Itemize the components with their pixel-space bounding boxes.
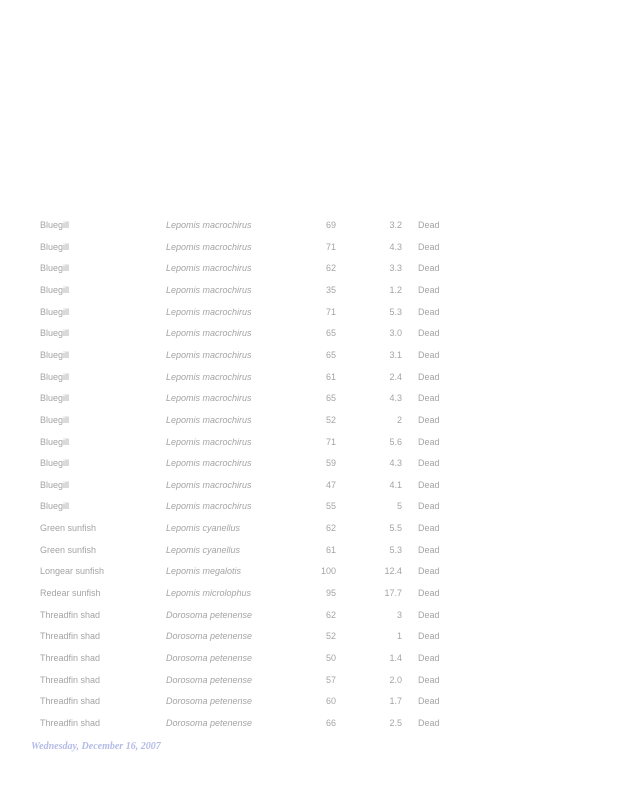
scientific-name-cell: Lepomis macrochirus xyxy=(166,393,252,403)
status-cell: Dead xyxy=(418,458,440,468)
common-name-cell: Threadfin shad xyxy=(40,631,101,641)
table-row xyxy=(0,564,618,578)
table-row xyxy=(0,435,618,449)
length-cell: 71 xyxy=(325,242,336,252)
status-cell: Dead xyxy=(418,415,440,425)
table-row xyxy=(0,240,618,254)
weight-cell: 3.2 xyxy=(389,220,402,230)
status-cell: Dead xyxy=(418,307,440,317)
table-row xyxy=(0,456,618,470)
table-row xyxy=(0,305,618,319)
weight-cell: 3.0 xyxy=(389,328,402,338)
weight-cell: 5.3 xyxy=(389,545,402,555)
status-cell: Dead xyxy=(418,328,440,338)
weight-cell: 2.5 xyxy=(389,718,402,728)
status-cell: Dead xyxy=(418,480,440,490)
common-name-cell: Green sunfish xyxy=(40,545,97,555)
table-row xyxy=(0,608,618,622)
weight-cell: 4.3 xyxy=(389,458,402,468)
scientific-name-cell: Dorosoma petenense xyxy=(166,696,253,706)
length-cell: 61 xyxy=(325,545,336,555)
scientific-name-cell: Lepomis macrochirus xyxy=(166,415,252,425)
weight-cell: 17.7 xyxy=(384,588,402,598)
common-name-cell: Threadfin shad xyxy=(40,718,101,728)
length-cell: 52 xyxy=(325,631,336,641)
status-cell: Dead xyxy=(418,372,440,382)
table-row xyxy=(0,283,618,297)
weight-cell: 4.1 xyxy=(389,480,402,490)
table-row xyxy=(0,326,618,340)
status-cell: Dead xyxy=(418,393,440,403)
common-name-cell: Threadfin shad xyxy=(40,610,101,620)
weight-cell: 5.3 xyxy=(389,307,402,317)
scientific-name-cell: Lepomis macrochirus xyxy=(166,372,252,382)
common-name-cell: Bluegill xyxy=(40,437,70,447)
status-cell: Dead xyxy=(418,588,440,598)
table-row xyxy=(0,673,618,687)
scientific-name-cell: Lepomis microlophus xyxy=(166,588,252,598)
common-name-cell: Threadfin shad xyxy=(40,696,101,706)
status-cell: Dead xyxy=(418,220,440,230)
length-cell: 100 xyxy=(320,566,336,576)
length-cell: 65 xyxy=(325,393,336,403)
status-cell: Dead xyxy=(418,285,440,295)
common-name-cell: Threadfin shad xyxy=(40,653,101,663)
scientific-name-cell: Dorosoma petenense xyxy=(166,631,253,641)
table-row xyxy=(0,218,618,232)
status-cell: Dead xyxy=(418,631,440,641)
weight-cell: 2.0 xyxy=(389,675,402,685)
length-cell: 50 xyxy=(325,653,336,663)
weight-cell: 5.5 xyxy=(389,523,402,533)
length-cell: 59 xyxy=(325,458,336,468)
weight-cell: 4.3 xyxy=(389,393,402,403)
table-row xyxy=(0,499,618,513)
common-name-cell: Bluegill xyxy=(40,328,70,338)
common-name-cell: Green sunfish xyxy=(40,523,97,533)
scientific-name-cell: Lepomis macrochirus xyxy=(166,501,252,511)
scientific-name-cell: Lepomis cyanellus xyxy=(166,545,241,555)
common-name-cell: Bluegill xyxy=(40,285,70,295)
weight-cell: 1.7 xyxy=(389,696,402,706)
length-cell: 65 xyxy=(325,350,336,360)
length-cell: 65 xyxy=(325,328,336,338)
weight-cell: 4.3 xyxy=(389,242,402,252)
status-cell: Dead xyxy=(418,718,440,728)
status-cell: Dead xyxy=(418,675,440,685)
table-row xyxy=(0,694,618,708)
scientific-name-cell: Lepomis macrochirus xyxy=(166,220,252,230)
scientific-name-cell: Lepomis macrochirus xyxy=(166,328,252,338)
common-name-cell: Bluegill xyxy=(40,307,70,317)
length-cell: 61 xyxy=(325,372,336,382)
length-cell: 62 xyxy=(325,610,336,620)
length-cell: 95 xyxy=(325,588,336,598)
weight-cell: 12.4 xyxy=(384,566,402,576)
length-cell: 35 xyxy=(325,285,336,295)
status-cell: Dead xyxy=(418,437,440,447)
weight-cell: 1 xyxy=(396,631,402,641)
weight-cell: 1.2 xyxy=(389,285,402,295)
weight-cell: 5 xyxy=(396,501,402,511)
status-cell: Dead xyxy=(418,610,440,620)
length-cell: 66 xyxy=(325,718,336,728)
length-cell: 62 xyxy=(325,263,336,273)
status-cell: Dead xyxy=(418,501,440,511)
weight-cell: 3 xyxy=(396,610,402,620)
weight-cell: 3.3 xyxy=(389,263,402,273)
table-row xyxy=(0,716,618,730)
weight-cell: 5.6 xyxy=(389,437,402,447)
status-cell: Dead xyxy=(418,523,440,533)
length-cell: 47 xyxy=(325,480,336,490)
common-name-cell: Bluegill xyxy=(40,458,70,468)
length-cell: 60 xyxy=(325,696,336,706)
length-cell: 69 xyxy=(325,220,336,230)
common-name-cell: Bluegill xyxy=(40,263,70,273)
scientific-name-cell: Lepomis macrochirus xyxy=(166,242,252,252)
length-cell: 71 xyxy=(325,307,336,317)
common-name-cell: Bluegill xyxy=(40,415,70,425)
scientific-name-cell: Dorosoma petenense xyxy=(166,610,253,620)
scientific-name-cell: Lepomis macrochirus xyxy=(166,285,252,295)
table-row xyxy=(0,261,618,275)
weight-cell: 1.4 xyxy=(389,653,402,663)
scientific-name-cell: Dorosoma petenense xyxy=(166,653,253,663)
status-cell: Dead xyxy=(418,653,440,663)
common-name-cell: Bluegill xyxy=(40,350,70,360)
common-name-cell: Bluegill xyxy=(40,393,70,403)
table-row xyxy=(0,370,618,384)
status-cell: Dead xyxy=(418,545,440,555)
table-row xyxy=(0,651,618,665)
length-cell: 55 xyxy=(325,501,336,511)
scientific-name-cell: Lepomis cyanellus xyxy=(166,523,241,533)
common-name-cell: Bluegill xyxy=(40,372,70,382)
table-row xyxy=(0,391,618,405)
table-row xyxy=(0,521,618,535)
length-cell: 62 xyxy=(325,523,336,533)
scientific-name-cell: Dorosoma petenense xyxy=(166,718,253,728)
weight-cell: 2.4 xyxy=(389,372,402,382)
table-row xyxy=(0,348,618,362)
table-row xyxy=(0,543,618,557)
status-cell: Dead xyxy=(418,350,440,360)
status-cell: Dead xyxy=(418,263,440,273)
length-cell: 57 xyxy=(325,675,336,685)
scientific-name-cell: Lepomis macrochirus xyxy=(166,458,252,468)
weight-cell: 2 xyxy=(396,415,402,425)
common-name-cell: Bluegill xyxy=(40,501,70,511)
scientific-name-cell: Lepomis megalotis xyxy=(166,566,242,576)
status-cell: Dead xyxy=(418,696,440,706)
table-row xyxy=(0,586,618,600)
table-row xyxy=(0,478,618,492)
scientific-name-cell: Lepomis macrochirus xyxy=(166,307,252,317)
scientific-name-cell: Lepomis macrochirus xyxy=(166,350,252,360)
length-cell: 52 xyxy=(325,415,336,425)
common-name-cell: Bluegill xyxy=(40,480,70,490)
scientific-name-cell: Lepomis macrochirus xyxy=(166,480,252,490)
common-name-cell: Bluegill xyxy=(40,242,70,252)
footer-date: Wednesday, December 16, 2007 xyxy=(31,741,161,752)
scientific-name-cell: Dorosoma petenense xyxy=(166,675,253,685)
common-name-cell: Longear sunfish xyxy=(40,566,105,576)
scientific-name-cell: Lepomis macrochirus xyxy=(166,263,252,273)
common-name-cell: Threadfin shad xyxy=(40,675,101,685)
length-cell: 71 xyxy=(325,437,336,447)
common-name-cell: Bluegill xyxy=(40,220,70,230)
table-row xyxy=(0,629,618,643)
status-cell: Dead xyxy=(418,566,440,576)
scientific-name-cell: Lepomis macrochirus xyxy=(166,437,252,447)
common-name-cell: Redear sunfish xyxy=(40,588,101,598)
status-cell: Dead xyxy=(418,242,440,252)
weight-cell: 3.1 xyxy=(389,350,402,360)
table-row xyxy=(0,413,618,427)
